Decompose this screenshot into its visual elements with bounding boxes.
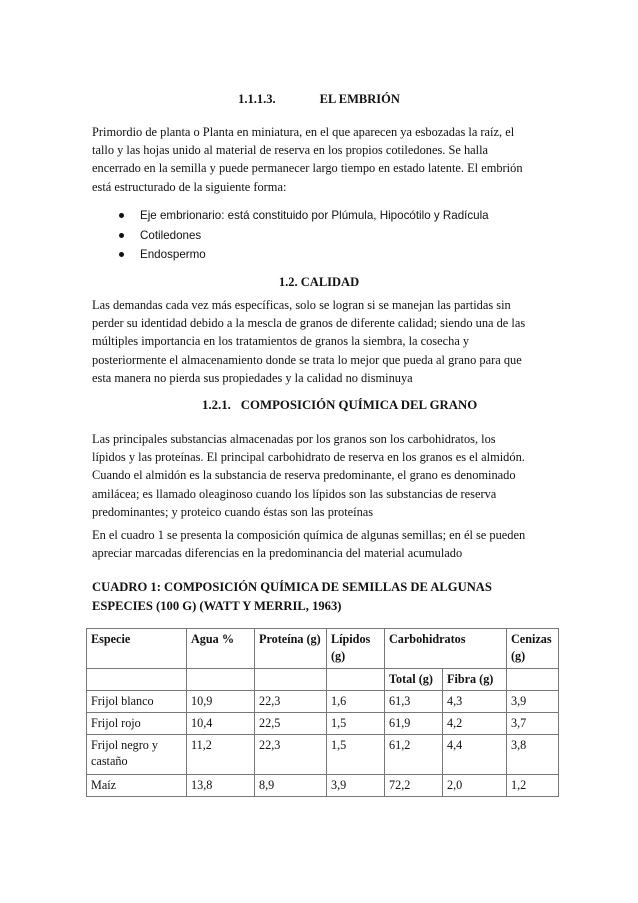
- bullet-list: [112, 206, 552, 265]
- empty-cell: [507, 669, 559, 691]
- text-line: múltiples importancia en los tratamientos de granos la siembra, la cosecha y: [92, 334, 470, 349]
- table-cell: 3,9: [327, 774, 385, 796]
- table-cell: 1,5: [327, 734, 385, 774]
- empty-cell: [255, 669, 327, 691]
- table-cell: 10,9: [187, 690, 255, 712]
- table-cell: Frijol blanco: [87, 690, 187, 712]
- table-cell: 22,5: [255, 712, 327, 734]
- paragraph-calidad: [92, 296, 552, 387]
- table-cell: 3,7: [507, 712, 559, 734]
- section-heading-composicion: [202, 398, 477, 413]
- table-header-row: [87, 629, 559, 669]
- list-item: Eje embrionario: está constituido por Plúmula, Hipocótilo y Radícula: [112, 206, 552, 226]
- table-cell: 2,0: [443, 774, 507, 796]
- table-cell: 22,3: [255, 734, 327, 774]
- paragraph-embrion: [92, 123, 552, 196]
- empty-cell: [327, 669, 385, 691]
- text-line: predominantes; y proteico cuando éstas son las proteínas: [92, 504, 374, 519]
- table-caption: [92, 578, 562, 616]
- text-line: Las demandas cada vez más específicas, solo se logran si se manejan las partidas sin: [92, 298, 511, 312]
- bullet-icon: [119, 213, 124, 218]
- text-line: perder su identidad debido a la mescla de granos de diferente calidad; siendo una de las: [92, 316, 526, 331]
- text-line: está estructurado de la siguiente forma:: [92, 179, 287, 194]
- table-cell: 8,9: [255, 774, 327, 796]
- table-cell: 4,3: [443, 690, 507, 712]
- section-number: 1.2.1.: [202, 398, 231, 412]
- section-title: COMPOSICIÓN QUÍMICA DEL GRANO: [240, 398, 478, 412]
- table-cell: 61,3: [385, 690, 443, 712]
- section-number: 1.1.1.3.: [238, 92, 276, 106]
- text-line: Las principales substancias almacenadas por los granos son los carbohidratos, los: [92, 432, 496, 446]
- header-cell: Carbohidratos: [385, 629, 507, 669]
- header-cell: Agua %: [187, 629, 255, 669]
- table-cell: 13,8: [187, 774, 255, 796]
- table-cell: 1,2: [507, 774, 559, 796]
- table-cell: Maíz: [87, 774, 187, 796]
- text-line: encerrado en la semilla y puede permanecer largo tiempo en estado latente. El embrión: [92, 161, 523, 176]
- bullet-icon: [119, 252, 124, 257]
- table-row: [87, 734, 559, 774]
- list-item: Endospermo: [112, 245, 552, 265]
- table-cell: 3,8: [507, 734, 559, 774]
- table-cell: Frijol negro y castaño: [87, 734, 187, 774]
- section-heading-embrion: [0, 92, 638, 107]
- list-item: Cotiledones: [112, 226, 552, 246]
- header-cell: Lípidos (g): [327, 629, 385, 669]
- table-cell: 61,9: [385, 712, 443, 734]
- table-cell: 11,2: [187, 734, 255, 774]
- table-cell: 72,2: [385, 774, 443, 796]
- table-cell: 3,9: [507, 690, 559, 712]
- caption-line: ESPECIES (100 G) (WATT Y MERRIL, 1963): [92, 599, 342, 613]
- table-cell: 4,2: [443, 712, 507, 734]
- table-row: [87, 690, 559, 712]
- header-cell: Cenizas (g): [507, 629, 559, 669]
- text-line: posteriormente el almacenamiento donde se trata lo mejor que pueda al grano para que: [92, 352, 522, 367]
- table-cell: 22,3: [255, 690, 327, 712]
- subheader-cell: Fibra (g): [443, 669, 507, 691]
- table-cell: 61,2: [385, 734, 443, 774]
- text-line: apreciar marcadas diferencias en la predominancia del material acumulado: [92, 546, 463, 561]
- text-line: En el cuadro 1 se presenta la composición química de algunas semillas; en él se pueden: [92, 528, 526, 542]
- table-row: [87, 712, 559, 734]
- text-line: Cuando el almidón es la substancia de reserva predominante, el grano es denominado: [92, 468, 516, 483]
- header-cell: Especie: [87, 629, 187, 669]
- empty-cell: [87, 669, 187, 691]
- text-line: lípidos y las proteínas. El principal carbohidrato de reserva en los granos es el almidón.: [92, 450, 525, 465]
- table-cell: 4,4: [443, 734, 507, 774]
- table-subheader-row: [87, 669, 559, 691]
- composition-table: [86, 628, 559, 797]
- table-cell: 1,6: [327, 690, 385, 712]
- text-line: Primordio de planta o Planta en miniatura, en el que aparecen ya esbozadas la raíz, el: [92, 125, 515, 139]
- table-cell: Frijol rojo: [87, 712, 187, 734]
- text-line: tallo y las hojas unido al material de reserva en los propios cotiledones. Se halla: [92, 143, 489, 158]
- header-cell: Proteína (g): [255, 629, 327, 669]
- bullet-icon: [119, 233, 124, 238]
- section-title: EL EMBRIÓN: [319, 92, 400, 106]
- caption-line: CUADRO 1: COMPOSICIÓN QUÍMICA DE SEMILLAS DE ALGUNAS: [92, 580, 492, 594]
- text-line: esta manera no pierda sus propiedades y la calidad no disminuya: [92, 370, 413, 385]
- table-cell: 1,5: [327, 712, 385, 734]
- paragraph-composicion: [92, 430, 552, 521]
- paragraph-cuadro: [92, 526, 552, 562]
- subheader-cell: Total (g): [385, 669, 443, 691]
- empty-cell: [187, 669, 255, 691]
- table-row: [87, 774, 559, 796]
- section-heading-calidad: 1.2. CALIDAD: [278, 275, 360, 289]
- table-cell: 10,4: [187, 712, 255, 734]
- text-line: amilácea; es llamado oleaginoso cuando los lípidos son las substancias de reserva: [92, 486, 497, 501]
